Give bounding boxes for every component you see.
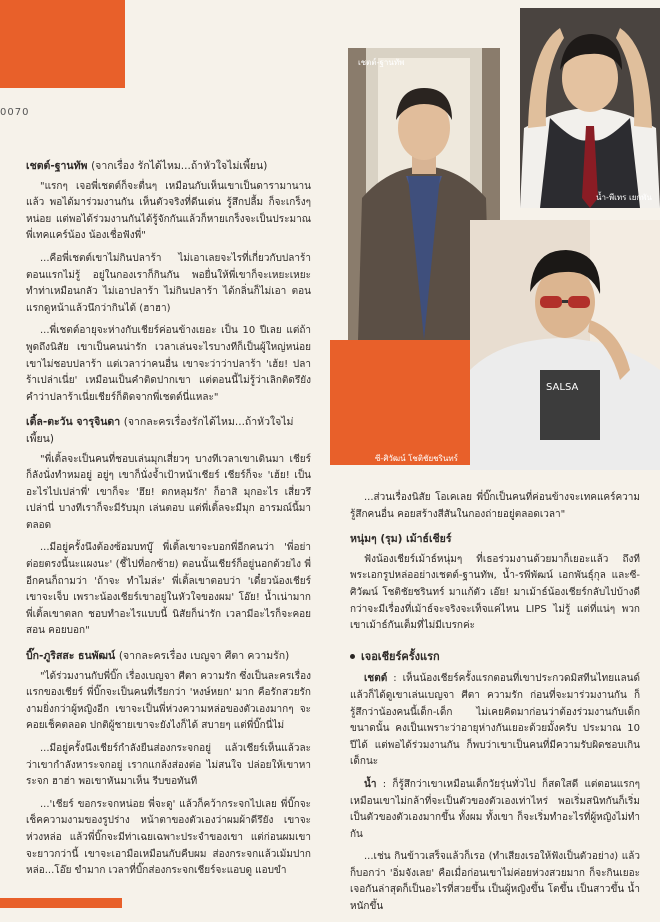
paragraph: ...เช่น กินข้าวเสร็จแล้วก็เรอ (ทำเสียงเรอให้ฟังเป็นตัวอย่าง) แล้วก็บอกว่า 'อิ่มจังเลย' คือเมื่อก่อนเขาไม่ค่อยห่วงสวยมาก ก็จะกินเยอะ เจอกันล่าสุดก็เป็นอะไรที่สวยขึ้น เป็นผู้หญิงขึ้น โตขึ้น เป็นสาวขึ้น น้ำหนักขึ้น (350, 851, 640, 913)
paragraph: "แรกๆ เจอพี่เชตต์ก็จะตื่นๆ เหมือนกับเห็นเขาเป็นดารามานานแล้ว พอได้มาร่วมงานกัน เห็นตัวจริงที่ดีนเด่น รู้สึกปลื้ม ก็จะเกร็งๆ หน่อย แต่พอได้ร่วมงานกันได้รู้จักกันแล้วก็หายเกร็งจะเป็นประมาณพี่เทคแคร์น้อง น้องเชื่อฟังพี่" (26, 180, 311, 242)
person-name: บิ๊ก-ภูริสสะ ธนพัฒน์ (26, 650, 116, 663)
paragraph-text: : ก็รู้สึกว่าเขาเหมือนเด็กวัยรุ่นทั่วไป ก็สดใสดี แต่ตอนแรกๆ เหมือนเขาไม่กล้าที่จะเป็นตัวของตัวเองเท่าไหร่ พอเริ่มสนิทกันก็เริ่มเป็นตัวของตัวเองมากขึ้น ทั้งผม ทั้งเขา ก็จะเริ่มทำอะไรที่ผู้หญิงไม่ทำกัน (350, 778, 640, 840)
right-text-column (350, 490, 640, 922)
source-note: (จากละครเรื่อง เบญจา ศีตา ความรัก) (118, 650, 290, 663)
photo-caption: น้ำ-พีเทร เยกพัน (596, 193, 652, 202)
photo-see (375, 220, 660, 470)
subsection-title: เจอเชียร์ครั้งแรก (361, 649, 440, 663)
bullet-icon (350, 654, 355, 659)
photo-nam (520, 8, 660, 208)
paragraph: ...มีอยู่ครั้งนึงเชียร์กำลังยืนส่องกระจกอยู่ แล้วเชียร์เห็นแล้วละว่าเขากำลังหาระจกอยู่ เรากแกล้งส่องต่อ ไม่สนใจ ปล่อยให้เขาหาระจก ฮาฮ่า พอเขาหันมาเห็น รีบขอทันที (26, 743, 311, 788)
paragraph: ฟังน้องเชียร์เม้าธ์หนุ่มๆ ที่เธอร่วมงานด้วยมาก็เยอะแล้ว ถึงทีพระเอกรูปหล่ออย่างเชตต์-ฐานทัพ, น้ำ-รพีพัฒน์ เอกพันธุ์กุล และซี-ศิวัฒน์ โชติชัยชรินทร์ มาแก้ตัว เอ๊ย! มาเม้าธ์น้องเชียร์กลับไปบ้างดีกว่าจะมีเรื่องที่เม้าธ์จะจริงจะเท็จแค่ไหน LIPS ไม่รู้ แต่ที่แน่ๆ พวกเขาเม้าธ์กันเต็มที่ไม่มีเบรกค่ะ (350, 553, 640, 632)
paragraph: ...พี่เชตต์อายุจะห่างกับเชียร์ค่อนข้างเยอะ เป็น 10 ปีเลย แต่ถ้าพูดถึงนิสัย เขาเป็นคนน่ารัก เวลาเล่นจะไรบางทีก็เป็นผู้ใหญ่หน่อย เขาไม่ชอบปลาร้า แต่เวลาว่าคนอื่น เขาจะว่าว่าปลาร้า 'เฮ้ย! ปลาร้าเปล่าเนี่ย' เหมือนเป็นคำติดปากเขา แต่ตอนนี้ไม่รู้ว่าเลิกติดรึยัง คำว่าปลาร้าเนี่ยเชียร์ก็ติดจากพี่เชตต์นี่แหละ" (26, 325, 311, 403)
paragraph (350, 671, 640, 771)
photo-caption: เชตต์-ฐานทัพ (358, 58, 405, 67)
source-note: (จากเรื่อง รักได้ไหม...ถ้าหัวใจไม่เพี้ยน) (91, 160, 268, 172)
section-heading (26, 414, 311, 447)
paragraph: "ได้ร่วมงานกับพี่บิ๊ก เรื่องเบญจา ศีตา ความรัก ซึ่งเป็นละครเรื่องแรกของเชียร์ พี่บิ๊กจะเป็นคนที่เรียกว่า 'หงษ์หยก' มาก คือรักสวยรักงามยิ่งกว่าผู้หญิงอีก เขาจะเป็นพี่ห่วงความหล่อของตัวเองมากๆ จะคอยเช็คตลอด ปกติผู้ชายเขาจะยังไงก็ได้ สบายๆ แต่พี่บิ๊กนี่ไม่ (26, 670, 311, 732)
orange-footer-strip (0, 898, 122, 908)
speaker-name: น้ำ (364, 778, 377, 790)
paragraph: ...มีอยู่ครั้งนึงต้องซ้อมบทบู๊ พี่เติ้ลเขาจะบอกพี่อีกคนว่า 'พี่อย่าต่อยตรงนี้นะแผงนะ' (ชี้ไปที่อกซ้าย) ตอนนั้นเชียร์ก็อยู่นอกด้วยไง พี่อีกคนก็ถามว่า 'ถ้าจะ ทำไมล่ะ' พี่เติ้ลเขาตอบว่า 'เดี๋ยวน้องเชียร์เขาจะเจ็บ เพราะน้องเชียร์เขาอยู่ในหัวใจของผม' โอ๊ย! น้ำเน่ามาก พี่เติ้ลเขาตลก ชอบทำอะไรแบบนี้ นิสัยก็น่ารัก เวลามีอะไรก็จะคอยสอน คอยบอก" (26, 542, 311, 637)
person-name: เติ้ล-ตะวัน จารุจินดา (26, 416, 121, 429)
section-heading (26, 648, 311, 665)
source-note: (จากละครเรื่องรักได้ไหม...ถ้าหัวใจไม่เพี้ยน) (26, 416, 294, 445)
section-heading: หนุ่มๆ (รุม) เม้าธ์เชียร์ (350, 533, 452, 546)
paragraph: "พี่เติ้ลจะเป็นคนที่ชอบเล่นมุกเสี่ยวๆ บางทีเวลาเขาเดินมา เชียร์ก็ลังนั่งทำหมอยู่ อยู่ๆ เขาก็นั่งจ้ำเป้าหน้าเชียร์ เชียร์ก็จะ 'เฮ้ย! เป็นอะไรไปเปล่าพี่' เขาก็จะ 'ฮึย! ตกหลุมรัก' ก็อาสิ มุกอะไร เสี่ยวรึเปล่านี่ บางทีเราก็จะมีรับมุก เล่นตอบ แต่พี่เติ้ลจะมีมุก อารมณ์นี้มาตลอด (26, 453, 311, 531)
paragraph: ...คือพี่เชตต์เขาไม่กินปลาร้า ไม่เอาเลยจะไรที่เกี่ยวกับปลาร้า ตอนแรกไม่รู้ อยู่ในกองเราก็กินกัน พอยื่นให้พี่เขาก็จะเหยะเหยะ ทำท่าเหมือนกลัว ไม่เอาปลาร้า ไม่กินปลาร้า ได้กลิ่นก็ไม่เอา ตอนแรกดูหน้าแล้วนึกว่ากินได้ (ฮาฮา) (26, 252, 311, 314)
left-text-column (26, 150, 311, 886)
paragraph: ...'เชียร์ ขอกระจกหน่อย พี่จะดู' แล้วก็คว้ากระจกไปเลย พี่บิ๊กจะเช็คความงามของรูปร่าง หน้าตาของตัวเองว่าผมผ้าดีรึยัง เขาจะห่วงหล่อ แล้วพี่บิ๊กจะมีท่าเฉยเฉพาะประจำของเขา แต่ก่อนผมเขาจะยาวกว่านี้ เขาจะเอามือเหมือนกับคืบผม ส่องกระจกแล้วเม้มปาก หล่อ...โอ๊ย ขำมาก เวลาที่บิ๊กส่องกระจกเชียร์จะแอบดู แอบขำ (26, 798, 311, 877)
section-heading (26, 158, 311, 175)
paragraph-text: : เห็นน้องเชียร์ครั้งแรกตอนที่เขาประกวดมิสทีนไทยแลนด์ แล้วก็ได้ดูเขาเล่นเบญจา ศีตา ความรัก ก่อนที่จะมาร่วมงานกัน ก็รู้สึกว่าน้องคนนี้เด็ก-เด็ก ไม่เคยคิดมาก่อนว่าต้องร่วมงานกับเด็กขนาดนั้น คงเป็นเพราะว่าอายุห่างกันเยอะด้วยมั้งครับ ประมาณ 10 ปีได้ แต่พอได้ร่วมงานกัน ก็พบว่าเขาเป็นคนที่มีความรับผิดชอบเกินเด็กนะ (350, 673, 640, 768)
svg-text:SALSA: SALSA (546, 382, 579, 393)
photo-caption: ซี-ศิวัฒน์ โชติชัยชรินทร์ (375, 454, 458, 463)
paragraph: ...ส่วนเรื่องนิสัย โอเคเลย พี่บิ๊กเป็นคนที่ค่อนข้างจะเทคแคร์ความรู้สึกคนอื่น คอยสร้างสีสันในกองถ่ายอยู่ตลอดเวลา" (350, 492, 640, 520)
orange-accent-block (330, 340, 483, 465)
speaker-name: เชตต์ (364, 673, 388, 685)
orange-corner-block (0, 0, 125, 88)
page-number: 0070 (0, 107, 30, 118)
subsection-heading (350, 649, 640, 666)
paragraph (350, 777, 640, 843)
person-name: เชตต์-ฐานทัพ (26, 160, 88, 172)
